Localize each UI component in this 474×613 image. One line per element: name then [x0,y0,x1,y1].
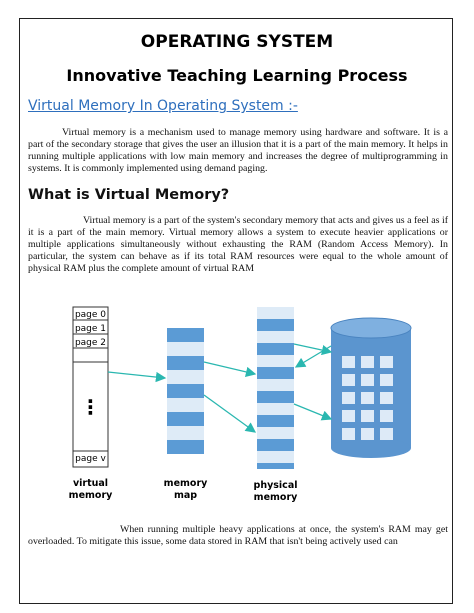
virtual-memory-caption-2: memory [68,490,113,501]
intro-paragraph: Virtual memory is a mechanism used to manage memory using hardware and software. It is a part of the secondary storage that gives the user an illusion that it is a part of the main memory. It helps in running multiple applications with low main memory and increases the degree of multiprogramming in systems. It is commonly implemented using demand paging. [28,127,448,174]
page-1-label: page 1 [74,324,107,334]
physical-memory-caption-1: physical [253,480,298,491]
page-2-label: page 2 [74,338,107,348]
physical-memory-column [254,307,299,503]
memory-map-caption-2: map [173,490,198,501]
closing-paragraph: When running multiple heavy applications at once, the system's RAM may get overloaded. To mitigate this issue, some data stored in RAM that isn't being actively used can [28,524,448,547]
physical-memory-caption-2: memory [253,492,298,503]
virtual-memory-column [69,307,113,501]
page-0-label: page 0 [74,310,107,320]
document-title: OPERATING SYSTEM [140,32,334,52]
document-subtitle: Innovative Teaching Learning Process [66,66,408,85]
memory-map-column [164,328,208,501]
page-v-label: page v [75,454,106,464]
section-link[interactable]: Virtual Memory In Operating System :- [28,98,298,114]
ellipsis: ⋮ [80,395,101,419]
mapping-arrows [108,344,331,432]
section-heading: What is Virtual Memory? [28,187,230,203]
virtual-memory-caption-1: virtual [72,478,109,489]
disk-storage-icon [331,318,411,458]
definition-paragraph: Virtual memory is a part of the system's secondary memory that acts and gives us a feel as if it is a part of the main memory. Virtual memory allows a system to execute heavier applications or multiple applications simultaneously without exhausting the RAM (Random Access Memory). In particular, the system can behave as if its total RAM resources were equal to the whole amount of physical RAM plus the complete amount of virtual RAM [28,215,448,274]
memory-map-caption-1: memory [163,478,208,489]
